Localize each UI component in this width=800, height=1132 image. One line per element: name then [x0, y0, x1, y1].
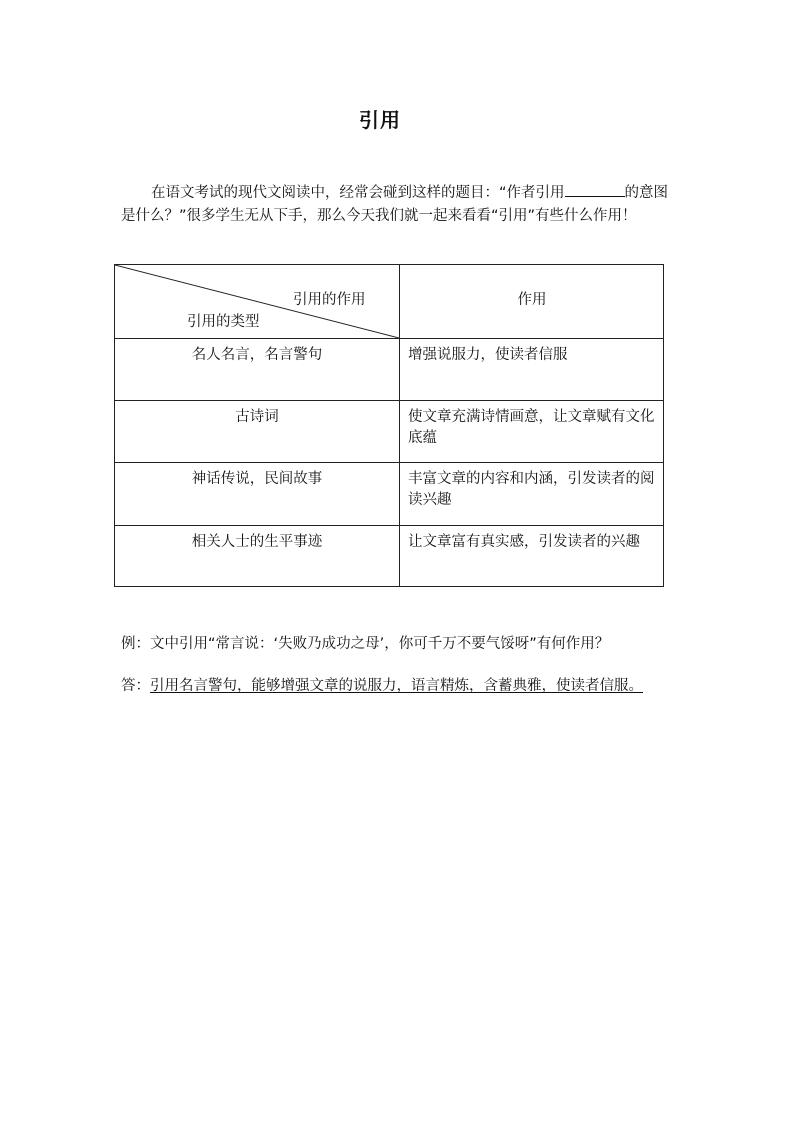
row-type-cell: 古诗词 [235, 409, 279, 425]
fill-blank [565, 182, 625, 197]
intro-text-part2: 的意图是什么？”很多学生无从下手，那么今天我们就一起来看看“引用”有些什么作用！ [121, 185, 669, 224]
table-row [115, 338, 663, 400]
answer-label: 答： [121, 678, 150, 694]
row-effect-cell: 使文章充满诗情画意，让文章赋有文化底蕴 [408, 409, 655, 446]
row-effect-cell: 丰富文章的内容和内涵，引发读者的阅读兴趣 [408, 471, 655, 508]
intro-paragraph [121, 182, 681, 228]
example-question: 例：文中引用“常言说：‘失败乃成功之母’，你可千万不要气馁呀”有何作用？ [121, 636, 610, 652]
row-type-cell: 神话传说，民间故事 [191, 471, 323, 487]
answer-paragraph [121, 675, 681, 697]
row-type-cell: 相关人士的生平事迹 [191, 534, 323, 550]
page-title: 引用 [359, 108, 401, 132]
header-function-label: 引用的作用 [293, 292, 366, 308]
row-effect-cell: 让文章富有真实感，引发读者的兴趣 [408, 534, 640, 550]
answer-text: 引用名言警句，能够增强文章的说服力，语言精炼，含蓄典雅，使读者信服。 [150, 678, 643, 694]
table-row [115, 525, 663, 587]
row-effect-cell: 增强说服力，使读者信服 [408, 347, 568, 363]
table-row [115, 400, 663, 462]
header-type-label: 引用的类型 [187, 314, 260, 330]
intro-text-part1: 在语文考试的现代文阅读中，经常会碰到这样的题目：“作者引用 [151, 185, 565, 201]
header-effect-label: 作用 [517, 292, 547, 308]
quotation-table [114, 264, 664, 587]
row-type-cell: 名人名言，名言警句 [191, 347, 323, 363]
table-row [115, 462, 663, 525]
